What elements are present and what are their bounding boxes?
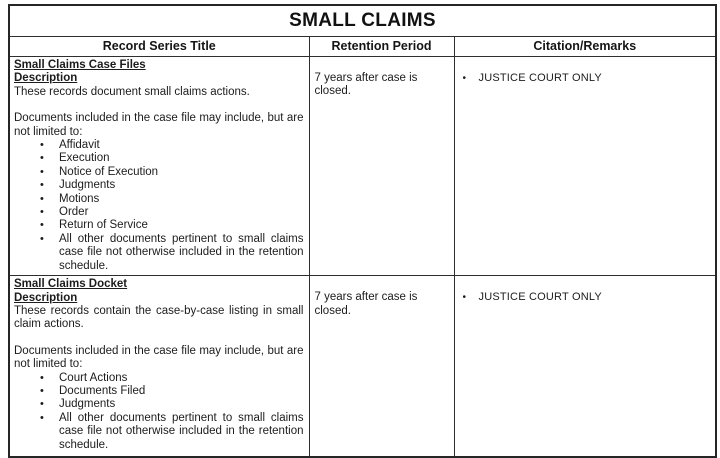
citations-list [463, 72, 710, 85]
list-item: • All other documents pertinent to small claims case file not otherwise included in the retention schedule. [40, 232, 304, 272]
retention-period-text: 7 years after case is closed. [314, 72, 418, 98]
retention-period-cell [309, 57, 454, 276]
description-label: Description [14, 291, 78, 304]
citation-remarks-cell [454, 57, 716, 276]
column-header-record-series-title: Record Series Title [9, 37, 309, 57]
retention-period-text: 7 years after case is closed. [314, 291, 418, 317]
documents-intro-text: Documents included in the case file may include, but are not limited to: [14, 344, 304, 371]
bullet-icon: • [40, 398, 44, 411]
description-label: Description [14, 72, 78, 85]
bullet-icon: • [40, 152, 44, 165]
bullet-icon: • [462, 73, 467, 84]
list-item: • Notice of Execution [40, 165, 159, 178]
bullet-icon: • [40, 232, 44, 245]
citation-remarks-cell [454, 276, 716, 457]
column-header-retention-period: Retention Period [309, 37, 454, 57]
record-series-title: Small Claims Docket [14, 278, 128, 291]
bullet-icon: • [40, 371, 44, 384]
bullet-icon: • [40, 165, 44, 178]
record-series-title: Small Claims Case Files [14, 59, 146, 71]
bullet-icon: • [40, 411, 44, 424]
bullet-icon: • [40, 192, 44, 205]
record-series-cell [9, 276, 309, 457]
retention-period-cell [309, 276, 454, 457]
citations-list [463, 291, 710, 304]
list-item: • Order [40, 206, 89, 219]
list-item: • Documents Filed [40, 384, 146, 397]
description-text: These records contain the case-by-case listing in small claim actions. [14, 304, 304, 331]
list-item: • Judgments [40, 179, 116, 192]
column-header-row [9, 37, 716, 57]
retention-schedule-table [8, 4, 717, 458]
table-row [9, 276, 716, 457]
record-series-cell [9, 57, 309, 276]
list-item: • All other documents pertinent to small claims case file not otherwise included in the retention schedule. [40, 411, 304, 451]
documents-list [40, 139, 304, 273]
title-row [9, 5, 716, 37]
list-item: • Return of Service [40, 219, 148, 232]
table-row [9, 57, 716, 276]
bullet-icon: • [40, 206, 44, 219]
list-item: • Judgments [40, 398, 116, 411]
list-item: • Execution [40, 152, 110, 165]
list-item: • Affidavit [40, 139, 100, 152]
list-item: • JUSTICE COURT ONLY [462, 291, 602, 304]
bullet-icon: • [40, 384, 44, 397]
bullet-icon: • [40, 139, 44, 152]
description-text: These records document small claims actions. [14, 85, 250, 98]
column-header-citation-remarks: Citation/Remarks [454, 37, 716, 57]
bullet-icon: • [462, 292, 467, 304]
list-item: • Motions [40, 192, 100, 205]
documents-intro-text: Documents included in the case file may include, but are not limited to: [14, 112, 304, 138]
list-item: • JUSTICE COURT ONLY [462, 72, 602, 84]
documents-list [40, 372, 304, 452]
bullet-icon: • [40, 179, 44, 192]
bullet-icon: • [40, 219, 44, 232]
table-title: SMALL CLAIMS [9, 5, 716, 37]
list-item: • Court Actions [40, 371, 128, 384]
